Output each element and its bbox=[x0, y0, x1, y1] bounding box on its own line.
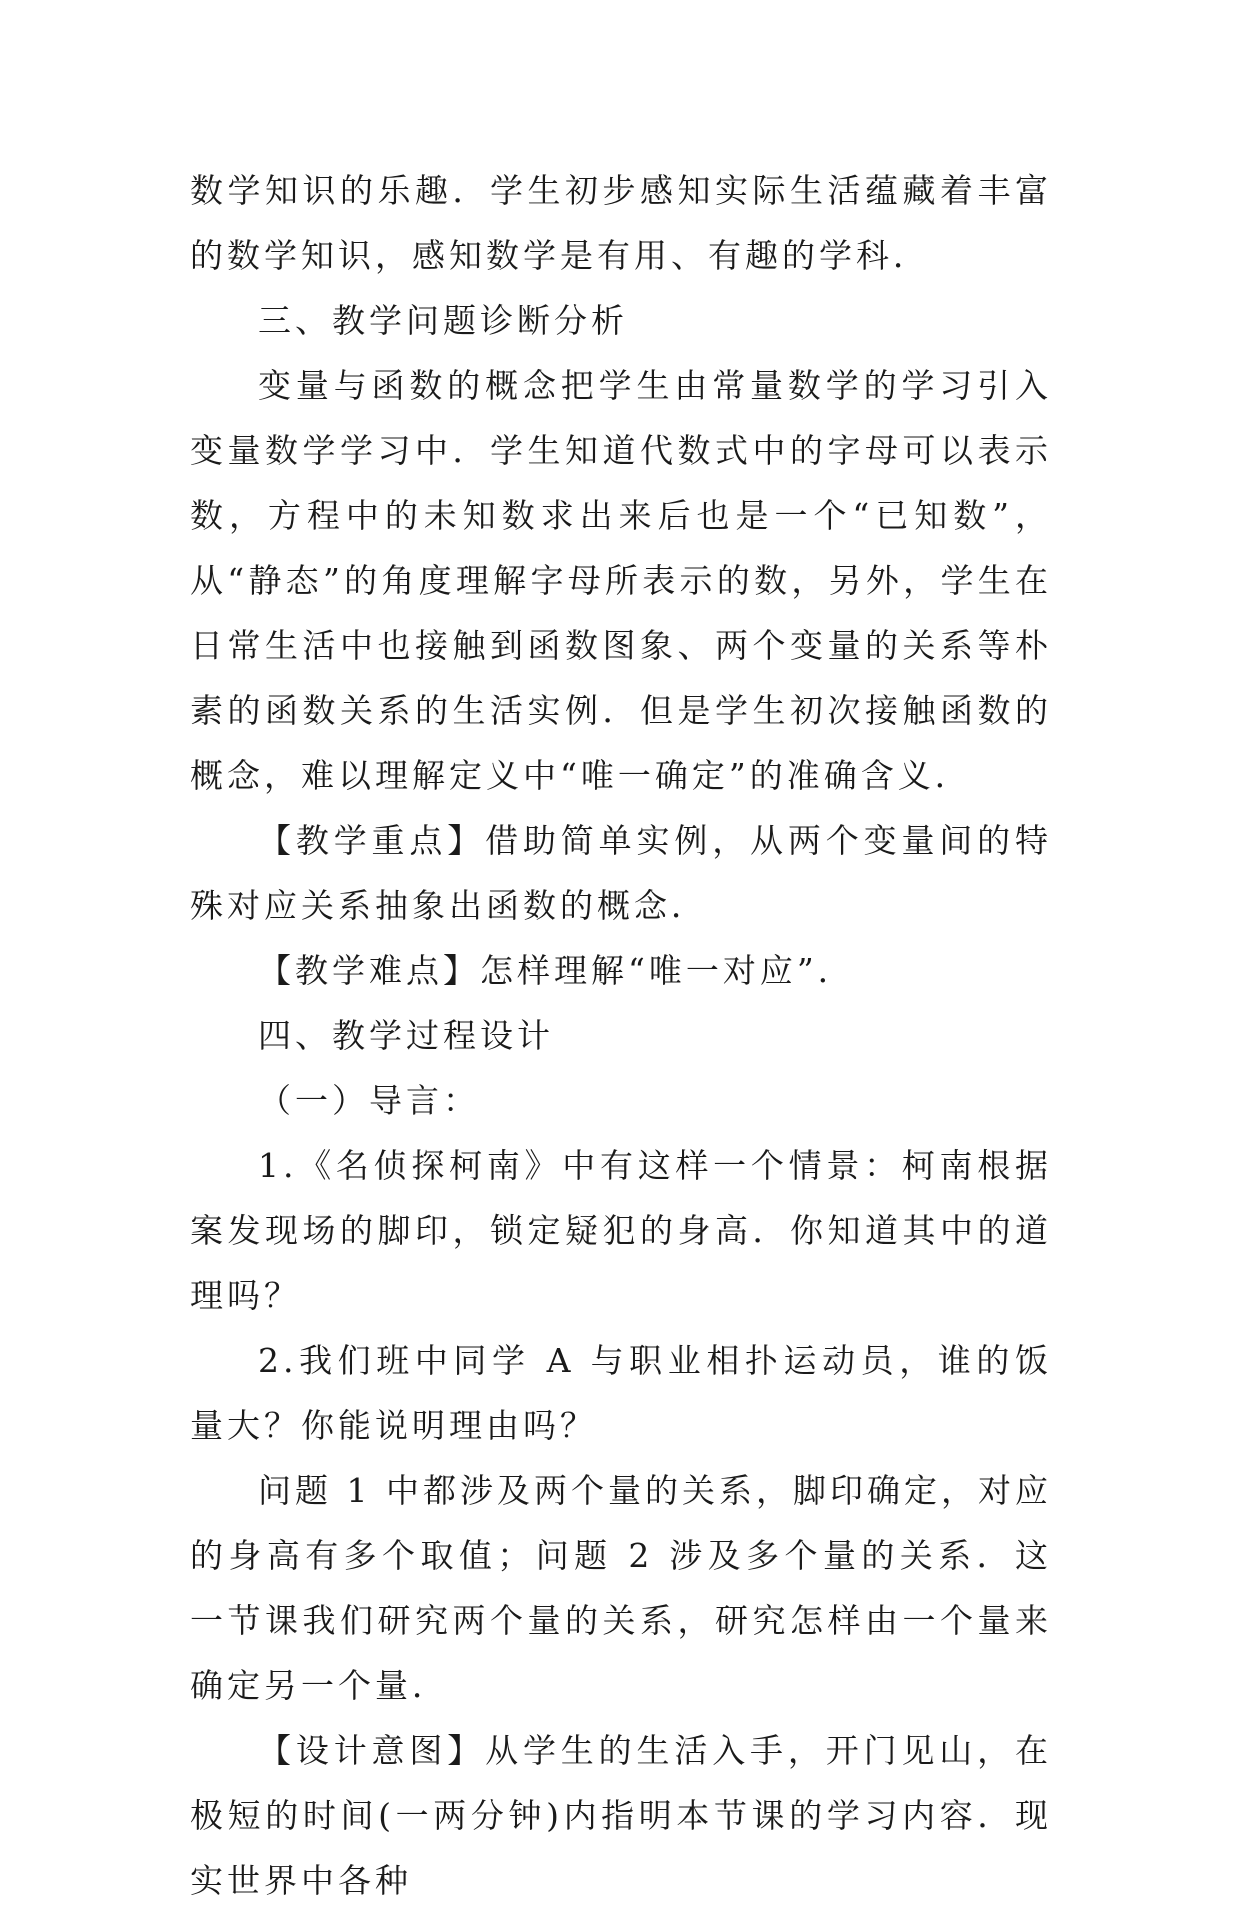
paragraph-teaching-difficulty: 【教学难点】怎样理解“唯一对应”． bbox=[258, 951, 855, 990]
section-heading-process-design: 四、教学过程设计 bbox=[258, 1016, 554, 1055]
paragraph-teaching-focus: 【教学重点】借助简单实例，从两个变量间的特殊对应关系抽象出函数的概念． bbox=[190, 821, 1052, 925]
paragraph-design-intent: 【设计意图】从学生的生活入手，开门见山，在极短的时间(一两分钟)内指明本节课的学习内容．现实世界中各种 bbox=[190, 1731, 1052, 1900]
paragraph-variables-and-functions: 变量与函数的概念把学生由常量数学的学习引入变量数学学习中．学生知道代数式中的字母可以表示数，方程中的未知数求出来后也是一个“已知数”，从“静态”的角度理解字母所表示的数，另外，学生在日常生活中也接触到函数图象、两个变量的关系等朴素的函数关系的生活实例．但是学生初次接触函数的概念，难以理解定义中“唯一确定”的准确含义． bbox=[190, 366, 1052, 795]
paragraph-intro-continuation: 数学知识的乐趣．学生初步感知实际生活蕴藏着丰富的数学知识，感知数学是有用、有趣的学科． bbox=[190, 171, 1052, 275]
question-1: 1.《名侦探柯南》中有这样一个情景：柯南根据案发现场的脚印，锁定疑犯的身高．你知道其中的道理吗？ bbox=[190, 1146, 1052, 1315]
section-heading-problem-analysis: 三、教学问题诊断分析 bbox=[258, 301, 628, 340]
subsection-heading-introduction: （一）导言： bbox=[258, 1081, 480, 1120]
paragraph-question-analysis: 问题 1 中都涉及两个量的关系，脚印确定，对应的身高有多个取值；问题 2 涉及多个量的关系．这一节课我们研究两个量的关系，研究怎样由一个量来确定另一个量． bbox=[190, 1471, 1052, 1705]
question-2: 2.我们班中同学 A 与职业相扑运动员，谁的饭量大？你能说明理由吗？ bbox=[190, 1341, 1052, 1445]
document-body bbox=[190, 158, 1052, 1913]
